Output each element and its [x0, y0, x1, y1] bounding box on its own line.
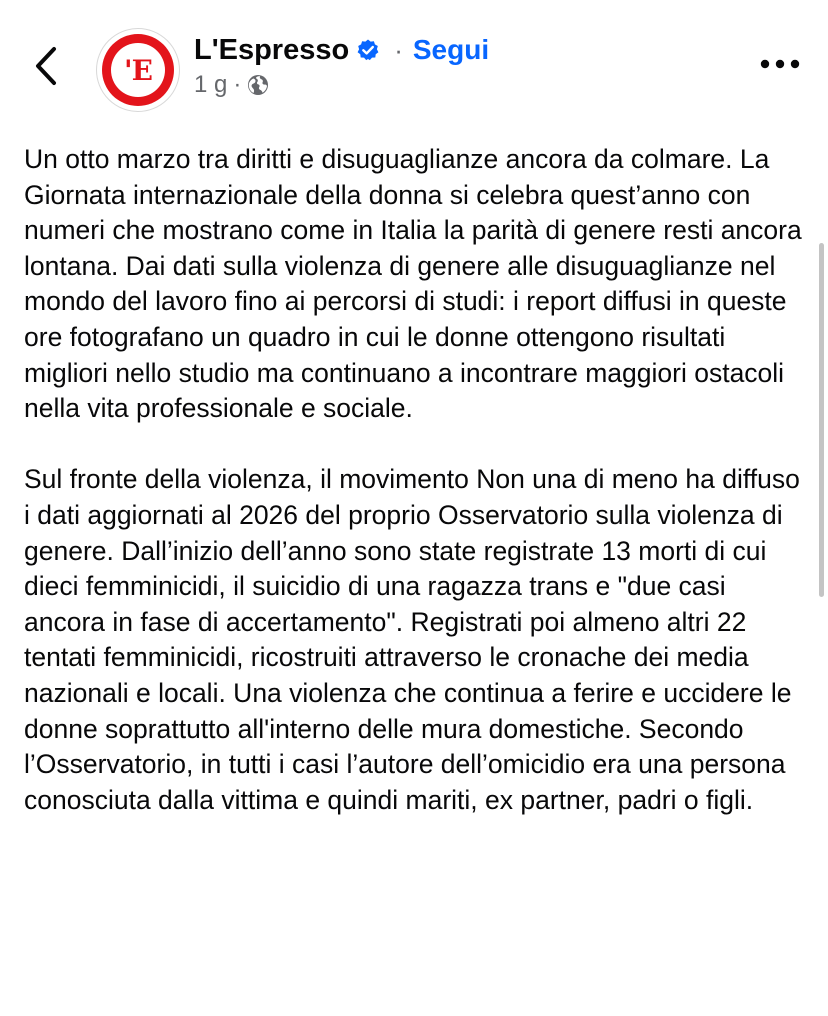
- post-age[interactable]: 1 g: [194, 71, 228, 98]
- post-text: [24, 142, 804, 818]
- post-paragraph-1: Un otto marzo tra diritti e disuguaglianze ancora da colmare. La Giornata internazionale della donna si celebra quest’anno con numeri che mostrano come in Italia la parità di genere resti ancora lontana. Dai dati sulla violenza di genere alle disuguaglianze nel mondo del lavoro fino ai percorsi di studi: i report diffusi in queste ore fotografano un quadro in cui le donne ottengono risultati migliori nello studio ma continuano a incontrare maggiori ostacoli nella vita professionale e sociale.: [24, 144, 802, 424]
- scrollbar-thumb[interactable]: [819, 243, 824, 597]
- post-paragraph-2: Sul fronte della violenza, il movimento Non una di meno ha diffuso i dati aggiornati al 2026 del proprio Osservatorio sulla violenza di genere. Dall’inizio dell’anno sono state registrate 13 morti di cui dieci femminicidi, il suicidio di una ragazza trans e "due casi ancora in fase di accertamento". Registrati poi almeno altri 22 tentati femminicidi, ricostruiti attraverso le cronache dei media nazionali e locali. Una violenza che continua a ferire e uccidere le donne soprattutto all'interno delle mura domestiche. Secondo l’Osservatorio, in tutti i casi l’autore dell’omicidio era una persona conosciuta dalla vittima e quindi mariti, ex partner, padri o figli.: [24, 464, 800, 815]
- avatar-logo: 'E: [111, 43, 165, 97]
- page-name[interactable]: L'Espresso: [194, 33, 350, 66]
- more-options-button[interactable]: [752, 44, 808, 84]
- verified-badge-icon: [356, 38, 380, 62]
- meta-separator: ·: [233, 71, 242, 98]
- more-horizontal-icon: [760, 59, 800, 69]
- chevron-left-icon: [34, 46, 58, 86]
- post-meta: [194, 70, 269, 100]
- follow-button[interactable]: Segui: [412, 34, 490, 65]
- post-header: [0, 0, 828, 130]
- title-row: [194, 30, 489, 70]
- title-separator: ·: [394, 34, 403, 65]
- globe-icon: [247, 74, 269, 96]
- page-avatar[interactable]: [96, 28, 180, 112]
- avatar-ring: [102, 34, 174, 106]
- back-button[interactable]: [24, 40, 68, 92]
